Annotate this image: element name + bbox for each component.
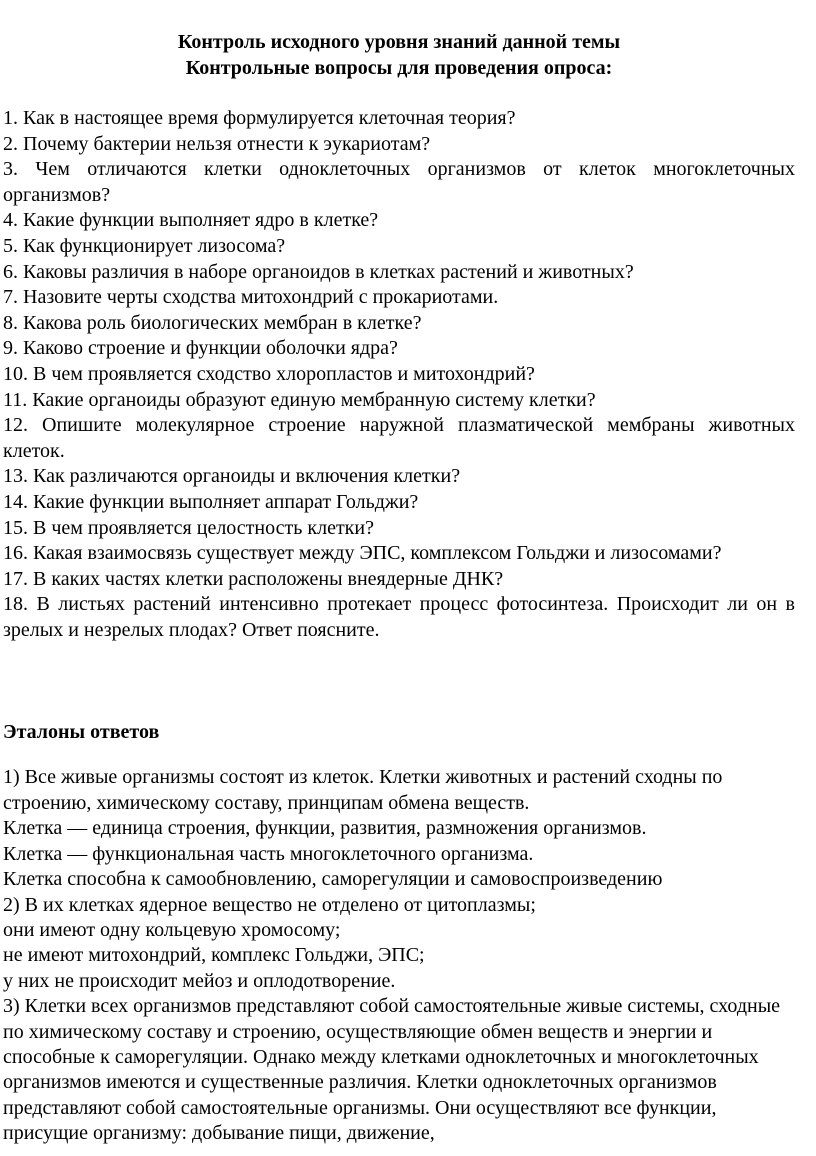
heading-block [3,0,795,81]
question-item: 1. Как в настоящее время формулируется клеточная теория? [3,107,516,129]
answer-line: 3) Клетки всех организмов представляют собой самостоятельные живые системы, сходные по химическому составу и строению, осуществляющие обмен веществ и энергии и способные к саморегуляции. Однако между клетками одноклеточных и многоклеточных организмов имеются и существенные различия. Клетки одноклеточных организмов представляют собой самостоятельные организмы. Они осуществляют все функции, присущие организму: добывание пищи, движение, [3,995,781,1145]
answer-line: они имеют одну кольцевую хромосому; [3,918,341,941]
answers-list [3,765,795,1146]
page-title: Контроль исходного уровня знаний данной темы [177,31,621,53]
answers-title: Эталоны ответов [3,721,160,744]
answer-line: у них не происходит мейоз и оплодотворение. [3,969,396,992]
question-item: 11. Какие органоиды образуют единую мембранную систему клетки? [3,388,596,411]
questions-list [3,106,795,643]
question-item: 8. Какова роль биологических мембран в клетке? [3,311,422,334]
answer-line: Клетка — единица строения, функции, развития, размножения организмов. [3,817,647,840]
answer-line: 2) В их клетках ядерное вещество не отделено от цитоплазмы; [3,893,536,916]
answer-line: Клетка — функциональная часть многоклеточного организма. [3,842,534,865]
question-item: 16. Какая взаимосвязь существует между ЭПС, комплексом Гольджи и лизосомами? [3,542,722,565]
question-item: 2. Почему бактерии нельзя отнести к эукариотам? [3,132,431,155]
answer-line: 1) Все живые организмы состоят из клеток. Клетки животных и растений сходны по строению, химическому составу, принципам обмена веществ. [3,766,723,814]
question-item: 10. В чем проявляется сходство хлоропластов и митохондрий? [3,362,535,385]
question-item: 17. В каких частях клетки расположены внеядерные ДНК? [3,567,504,590]
question-item: 14. Какие функции выполняет аппарат Гольджи? [3,490,419,513]
question-item: 5. Как функционирует лизосома? [3,234,286,257]
question-item: 13. Как различаются органоиды и включения клетки? [3,465,461,488]
question-item: 18. В листьях растений интенсивно протекает процесс фотосинтеза. Происходит ли он в зрелых и незрелых плодах? Ответ поясните. [3,593,795,641]
answer-line: Клетка способна к самообновлению, саморегуляции и самовоспроизведению [3,868,663,891]
question-item: 9. Каково строение и функции оболочки ядра? [3,337,398,360]
question-item: 15. В чем проявляется целостность клетки? [3,516,374,539]
question-item: 12. Опишите молекулярное строение наружной плазматической мембраны животных клеток. [3,414,795,462]
question-item: 7. Назовите черты сходства митохондрий с прокариотами. [3,286,499,309]
question-item: 3. Чем отличаются клетки одноклеточных организмов от клеток многоклеточных организмов? [3,158,795,206]
answer-line: не имеют митохондрий, комплекс Гольджи, ЭПС; [3,944,425,967]
question-item: 6. Каковы различия в наборе органоидов в клетках растений и животных? [3,260,634,283]
page-subtitle: Контрольные вопросы для проведения опроса: [185,57,613,79]
question-item: 4. Какие функции выполняет ядро в клетке? [3,209,379,232]
